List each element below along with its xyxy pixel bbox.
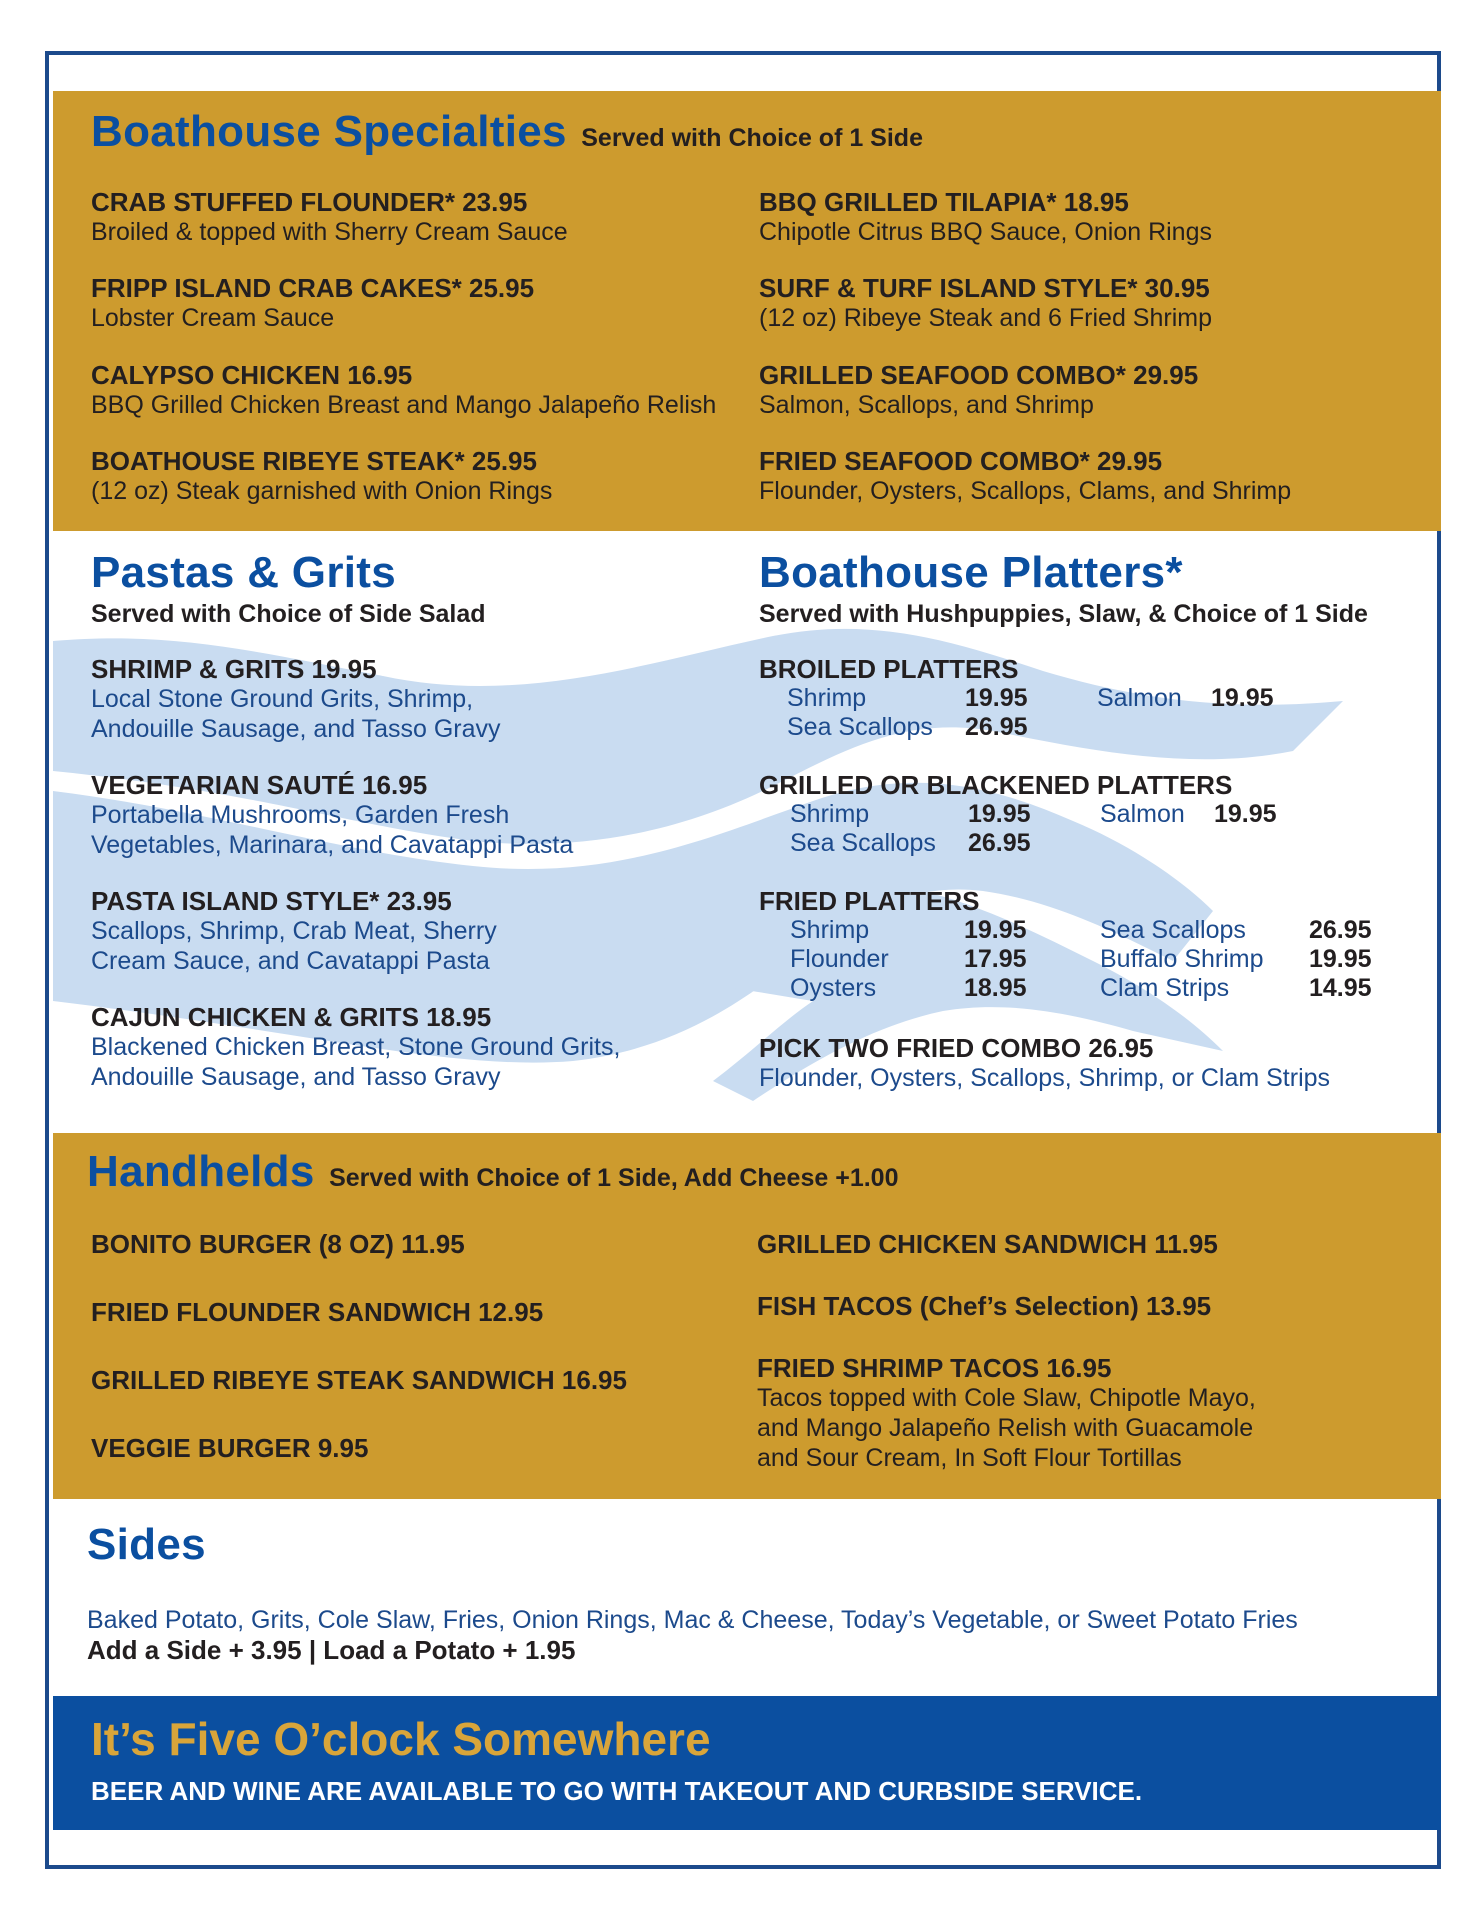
platter-name: Salmon (1100, 800, 1185, 828)
pastas-subtitle: Served with Choice of Side Salad (91, 600, 486, 628)
pastas-section (91, 548, 731, 629)
platter-row (787, 683, 1307, 713)
platter-name: Oysters (790, 974, 877, 1002)
menu-item (91, 273, 741, 333)
menu-item (91, 1002, 741, 1092)
menu-item (91, 360, 741, 420)
item-desc: Scallops, Shrimp, Crab Meat, Sherry (91, 917, 497, 945)
platter-row (790, 915, 1400, 945)
pastas-title: Pastas & Grits (91, 548, 397, 597)
platter-name: Salmon (1097, 684, 1182, 712)
platter-name: Sea Scallops (1100, 916, 1246, 944)
sides-section (87, 1519, 1427, 1665)
platters-section (759, 548, 1419, 629)
sides-title: Sides (87, 1520, 206, 1569)
item-name: PASTA ISLAND STYLE* 23.95 (91, 886, 452, 916)
grilled-heading: GRILLED OR BLACKENED PLATTERS (759, 770, 1233, 800)
item-desc: Blackened Chicken Breast, Stone Ground Grits, (91, 1033, 621, 1061)
item-name: VEGETARIAN SAUTÉ 16.95 (91, 770, 428, 800)
platter-row (790, 828, 1310, 858)
item-name: FRIED SHRIMP TACOS 16.95 (757, 1353, 1112, 1383)
item-desc: BBQ Grilled Chicken Breast and Mango Jalapeño Relish (91, 391, 717, 419)
menu-item (759, 360, 1409, 420)
platter-name: Sea Scallops (787, 713, 933, 741)
platter-name: Clam Strips (1100, 974, 1230, 1002)
menu-item (757, 1353, 1417, 1473)
platter-name: Shrimp (787, 684, 867, 712)
handheld-item: BONITO BURGER (8 OZ) 11.95 (91, 1229, 465, 1259)
footer-note: BEER AND WINE ARE AVAILABLE TO GO WITH TAKEOUT AND CURBSIDE SERVICE. (91, 1776, 1143, 1806)
specialties-subtitle: Served with Choice of 1 Side (581, 124, 923, 152)
item-desc: Andouille Sausage, and Tasso Gravy (91, 1063, 501, 1091)
platter-price: 18.95 (964, 974, 1027, 1002)
handhelds-header (87, 1147, 898, 1197)
item-desc: Tacos topped with Cole Slaw, Chipotle Mayo, (757, 1384, 1256, 1412)
menu-item (759, 1033, 1409, 1093)
menu-item (91, 770, 741, 860)
platter-price: 19.95 (965, 684, 1028, 712)
item-desc: Cream Sauce, and Cavatappi Pasta (91, 947, 490, 975)
menu-item (91, 446, 741, 506)
platters-subtitle: Served with Hushpuppies, Slaw, & Choice of 1 Side (759, 600, 1368, 628)
platter-row (790, 799, 1310, 829)
platter-name: Flounder (790, 945, 889, 973)
item-desc: Local Stone Ground Grits, Shrimp, (91, 685, 474, 713)
fried-heading: FRIED PLATTERS (759, 886, 980, 916)
platter-row (790, 973, 1400, 1003)
item-desc: (12 oz) Ribeye Steak and 6 Fried Shrimp (759, 304, 1212, 332)
handheld-item: VEGGIE BURGER 9.95 (91, 1433, 369, 1463)
specialties-header (91, 107, 923, 157)
platter-name: Shrimp (790, 916, 870, 944)
platter-price: 19.95 (968, 800, 1031, 828)
item-desc: Flounder, Oysters, Scallops, Clams, and Shrimp (759, 477, 1292, 505)
item-desc: Flounder, Oysters, Scallops, Shrimp, or Clam Strips (759, 1064, 1331, 1092)
item-desc: and Sour Cream, In Soft Flour Tortillas (757, 1444, 1182, 1472)
item-name: PICK TWO FRIED COMBO 26.95 (759, 1033, 1154, 1063)
platter-price: 17.95 (964, 945, 1027, 973)
item-name: CAJUN CHICKEN & GRITS 18.95 (91, 1002, 492, 1032)
platter-price: 26.95 (1309, 916, 1372, 944)
item-name: SURF & TURF ISLAND STYLE* 30.95 (759, 273, 1210, 303)
handheld-item: FISH TACOS (Chef’s Selection) 13.95 (757, 1291, 1212, 1321)
platter-name: Buffalo Shrimp (1100, 945, 1264, 973)
platter-price: 26.95 (965, 713, 1028, 741)
item-name: FRIPP ISLAND CRAB CAKES* 25.95 (91, 273, 535, 303)
specialties-section (53, 91, 1441, 531)
menu-item (91, 654, 741, 744)
specialties-title: Boathouse Specialties (91, 107, 567, 156)
item-desc: Vegetables, Marinara, and Cavatappi Pasta (91, 831, 574, 859)
sides-addon: Add a Side + 3.95 | Load a Potato + 1.95 (87, 1635, 576, 1665)
platter-price: 19.95 (1211, 684, 1274, 712)
platter-price: 19.95 (1309, 945, 1372, 973)
menu-item (759, 446, 1409, 506)
item-name: CALYPSO CHICKEN 16.95 (91, 360, 413, 390)
item-name: GRILLED SEAFOOD COMBO* 29.95 (759, 360, 1199, 390)
item-name: FRIED SEAFOOD COMBO* 29.95 (759, 446, 1163, 476)
platter-name: Shrimp (790, 800, 870, 828)
platter-price: 19.95 (1214, 800, 1277, 828)
platter-row (790, 944, 1400, 974)
item-name: BBQ GRILLED TILAPIA* 18.95 (759, 187, 1129, 217)
handheld-item: FRIED FLOUNDER SANDWICH 12.95 (91, 1297, 544, 1327)
menu-item (91, 187, 741, 247)
platter-row (787, 712, 1307, 742)
handhelds-section (53, 1133, 1441, 1499)
handhelds-title: Handhelds (87, 1147, 315, 1196)
sides-list: Baked Potato, Grits, Cole Slaw, Fries, Onion Rings, Mac & Cheese, Today’s Vegetable, or Sweet Potato Fries (87, 1606, 1298, 1634)
platter-price: 26.95 (968, 829, 1031, 857)
menu-item (91, 886, 741, 976)
menu-item (759, 187, 1409, 247)
item-desc: and Mango Jalapeño Relish with Guacamole (757, 1414, 1254, 1442)
item-desc: Lobster Cream Sauce (91, 304, 335, 332)
platters-title: Boathouse Platters* (759, 548, 1183, 597)
menu-item (759, 273, 1409, 333)
handheld-item: GRILLED RIBEYE STEAK SANDWICH 16.95 (91, 1365, 627, 1395)
item-name: CRAB STUFFED FLOUNDER* 23.95 (91, 187, 528, 217)
item-desc: Chipotle Citrus BBQ Sauce, Onion Rings (759, 218, 1212, 246)
item-desc: Salmon, Scallops, and Shrimp (759, 391, 1094, 419)
handhelds-subtitle: Served with Choice of 1 Side, Add Cheese +1.00 (329, 1164, 899, 1192)
footer-title: It’s Five O’clock Somewhere (91, 1713, 711, 1765)
item-desc: Broiled & topped with Sherry Cream Sauce (91, 218, 568, 246)
menu-frame (45, 51, 1441, 1869)
handheld-item: GRILLED CHICKEN SANDWICH 11.95 (757, 1229, 1218, 1259)
item-desc: (12 oz) Steak garnished with Onion Rings (91, 477, 553, 505)
broiled-heading: BROILED PLATTERS (759, 654, 1019, 684)
item-desc: Andouille Sausage, and Tasso Gravy (91, 715, 501, 743)
footer-section (53, 1696, 1441, 1830)
item-name: SHRIMP & GRITS 19.95 (91, 654, 377, 684)
platter-price: 14.95 (1309, 974, 1372, 1002)
platter-price: 19.95 (964, 916, 1027, 944)
item-name: BOATHOUSE RIBEYE STEAK* 25.95 (91, 446, 537, 476)
platter-name: Sea Scallops (790, 829, 936, 857)
item-desc: Portabella Mushrooms, Garden Fresh (91, 801, 510, 829)
